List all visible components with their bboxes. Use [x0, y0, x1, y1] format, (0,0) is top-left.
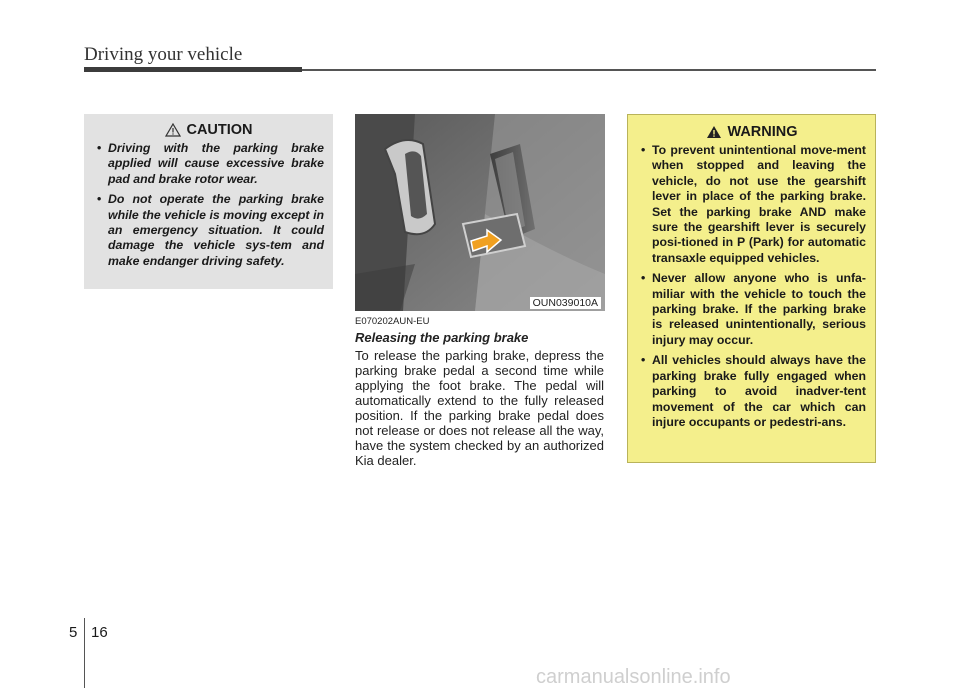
warning-triangle-icon — [706, 125, 722, 139]
warning-box — [627, 114, 876, 463]
warning-item-3: • All vehicles should always have the parking brake fully engaged when parking to avoid inadver-tent movement of the car which can injure occupants or pedestri-ans. — [638, 353, 866, 430]
watermark: carmanualsonline.info — [536, 666, 731, 688]
caution-triangle-icon — [165, 123, 181, 137]
footer-rule — [84, 618, 85, 688]
header-rule-thick — [84, 67, 302, 72]
caution-box — [84, 114, 333, 289]
warning-title: WARNING — [727, 124, 798, 140]
chapter-number: 5 — [69, 624, 78, 641]
page-header-title: Driving your vehicle — [84, 44, 243, 65]
caution-item-2: • Do not operate the parking brake while the vehicle is moving except in an emergency situation. It could damage the vehicle sys-tem and make endanger driving safety. — [94, 192, 324, 269]
section-body: To release the parking brake, depress the parking brake pedal a second time while applying the foot brake. The pedal will automatically extend to the fully released position. If the parking brake pedal does not release or does not release all the way, have the system checked by an authorized Kia dealer. — [355, 348, 604, 468]
warning-heading — [638, 124, 866, 140]
warning-list — [638, 143, 866, 430]
parking-brake-pedal-photo — [355, 114, 605, 311]
warning-item-1: • To prevent unintentional move-ment when stopped and leaving the vehicle, do not use the gearshift lever in place of the parking brake. Set the parking brake AND make sure the gearshift lever is securely posi-tioned in P (Park) for automatic transaxle equipped vehicles. — [638, 143, 866, 266]
caution-title: CAUTION — [186, 122, 253, 138]
section-code: E070202AUN-EU — [355, 316, 430, 327]
header-rule-thin — [302, 69, 876, 71]
caution-list — [94, 141, 324, 269]
parking-brake-illustration — [355, 114, 605, 311]
caution-item-1: • Driving with the parking brake applied will cause excessive brake pad and brake rotor wear. — [94, 141, 324, 187]
warning-item-2: • Never allow anyone who is unfa-miliar with the vehicle to touch the parking brake. If the parking brake is released unintentionally, serious injury may occur. — [638, 271, 866, 348]
figure-caption: OUN039010A — [530, 297, 601, 309]
caution-heading — [94, 122, 324, 138]
page-number: 16 — [91, 624, 108, 641]
section-heading: Releasing the parking brake — [355, 330, 529, 345]
